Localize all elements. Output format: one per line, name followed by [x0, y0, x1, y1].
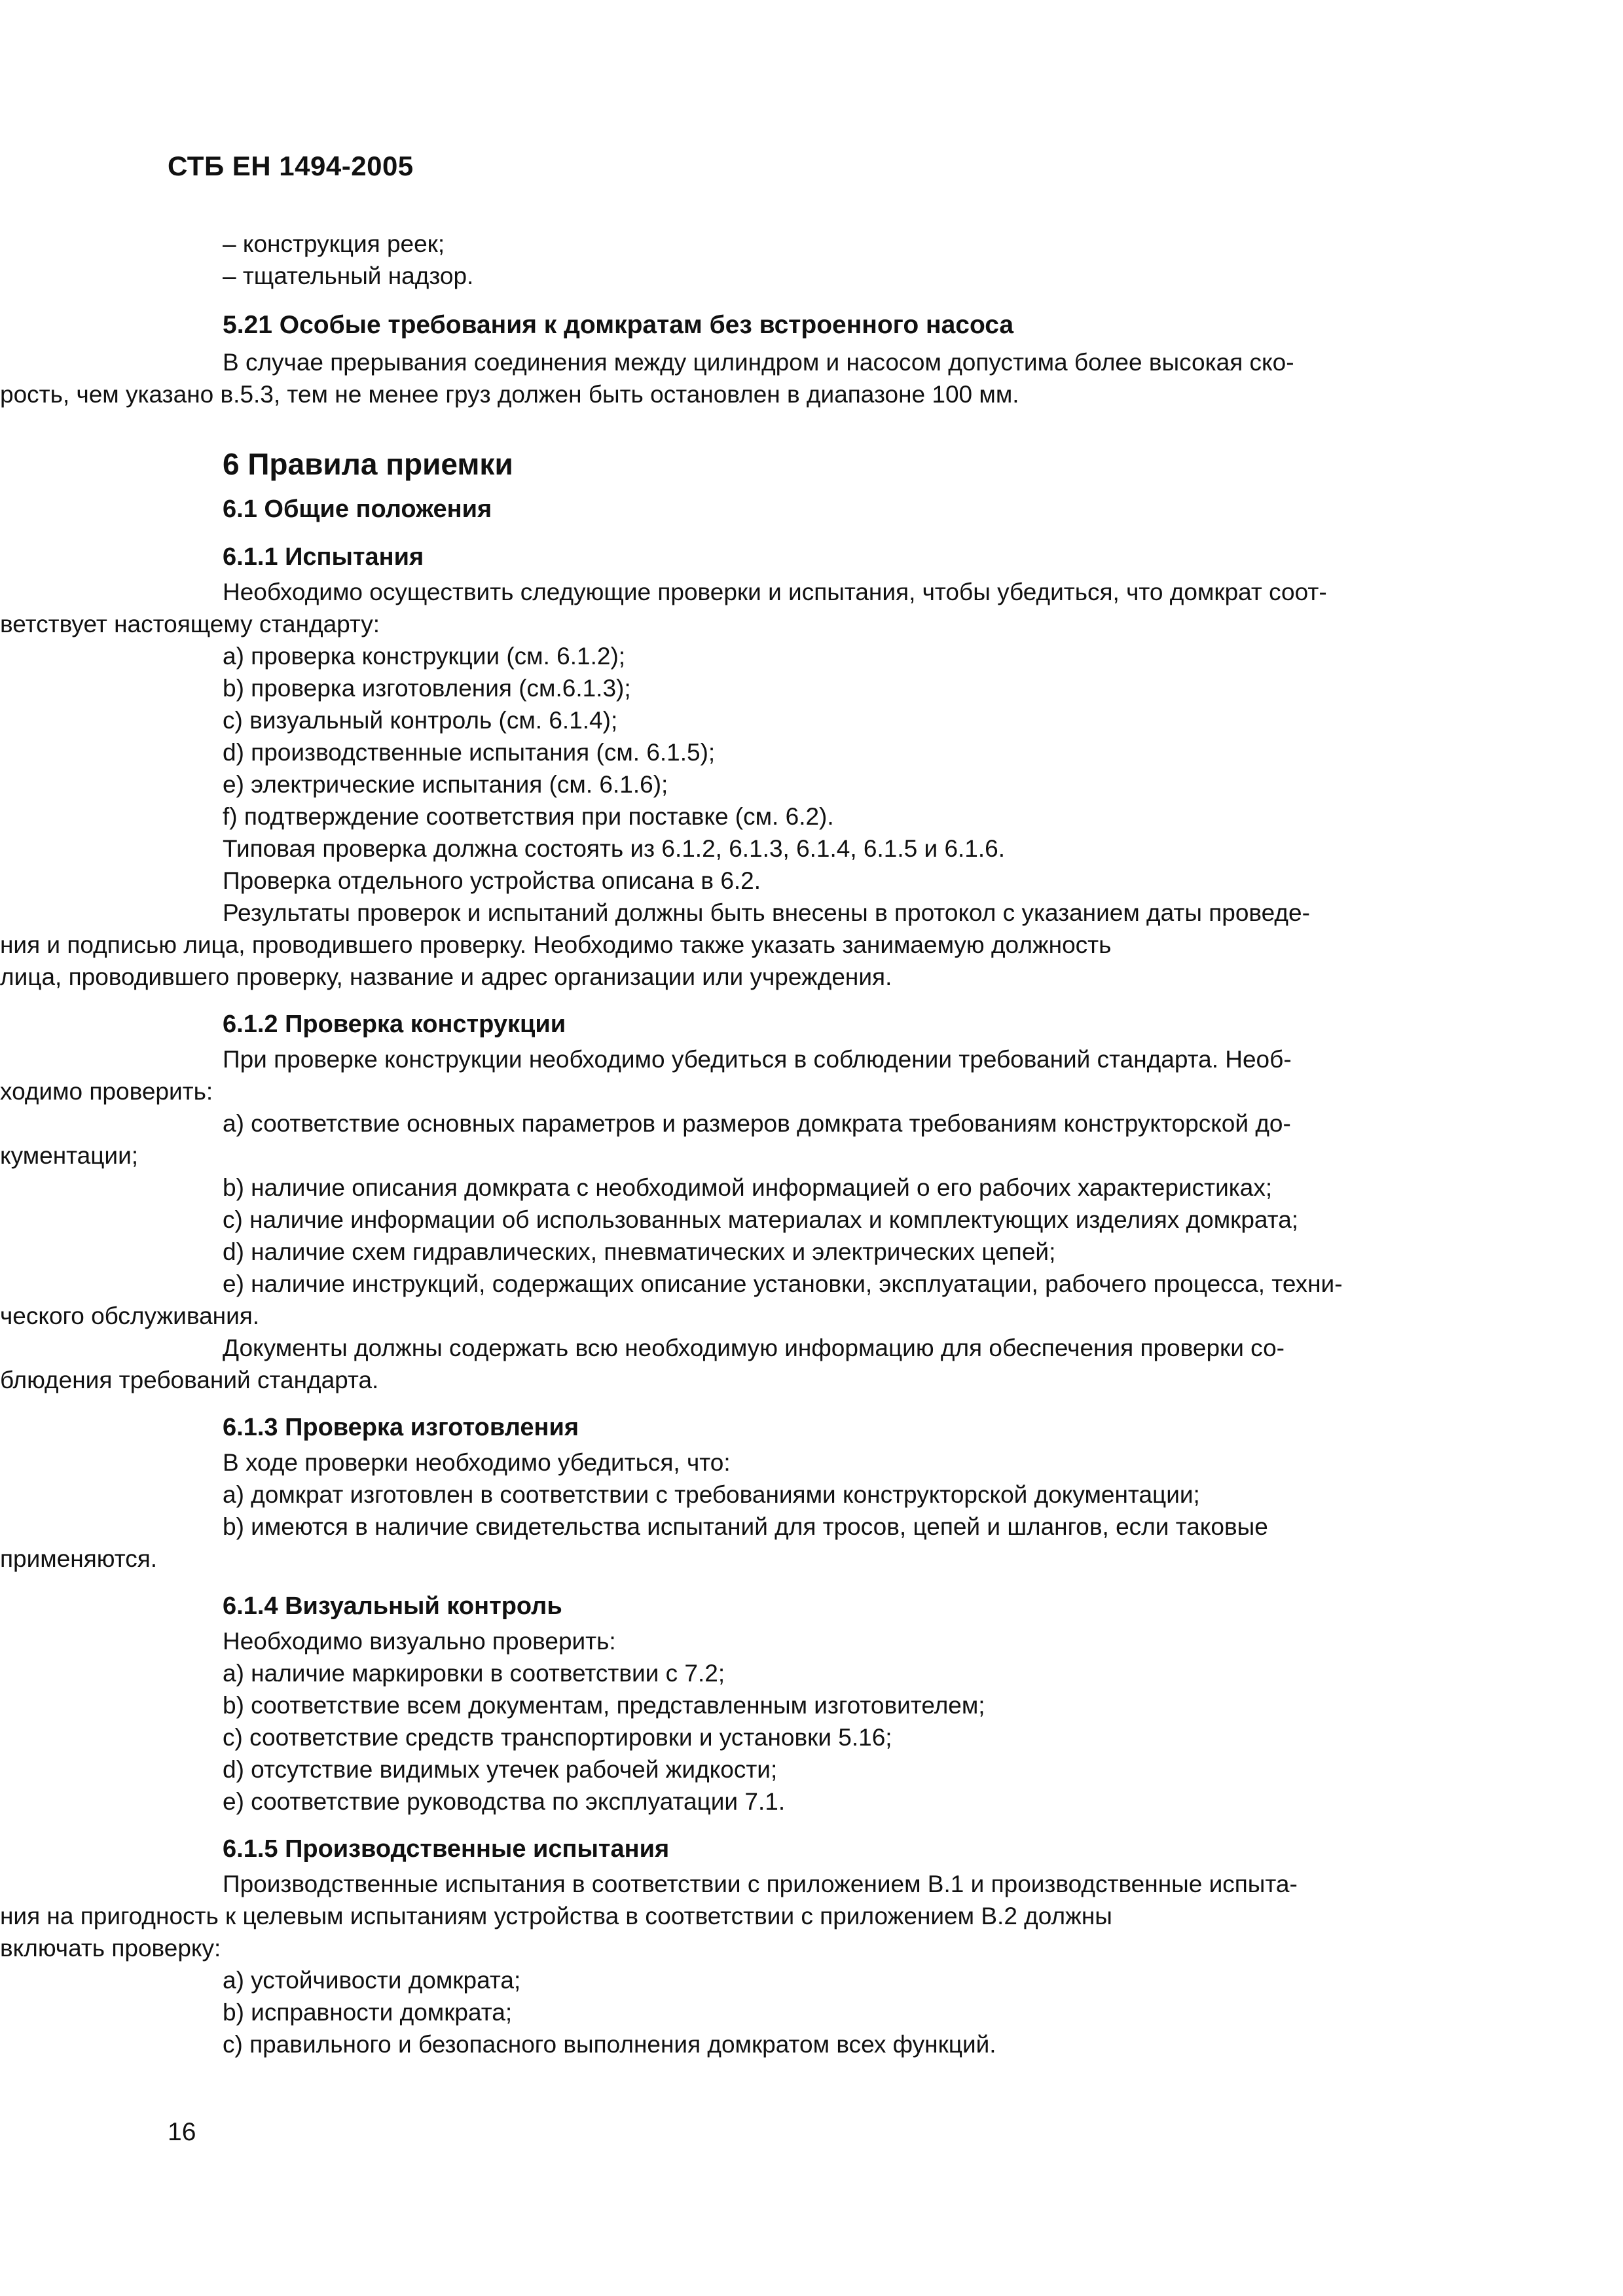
list-item: a) наличие маркировки в соответствии с 7.2;: [223, 1660, 725, 1687]
section-heading-6-1-3: 6.1.3 Проверка изготовления: [223, 1414, 579, 1441]
list-item: e) соответствие руководства по эксплуатации 7.1.: [223, 1788, 786, 1815]
list-item: e) наличие инструкций, содержащих описание установки, эксплуатации, рабочего процесса, техни-: [223, 1270, 1343, 1297]
section-heading-5-21: 5.21 Особые требования к домкратам без встроенного насоса: [223, 311, 1014, 339]
paragraph-line: ния и подписью лица, проводившего проверку. Необходимо также указать занимаемую должность: [0, 931, 1112, 958]
document-code-header: СТБ ЕН 1494-2005: [168, 151, 414, 181]
section-heading-6-1-1: 6.1.1 Испытания: [223, 543, 424, 571]
paragraph-line: Необходимо визуально проверить:: [223, 1628, 616, 1655]
paragraph-line: ния на пригодность к целевым испытаниям устройства в соответствии с приложением В.2 должны: [0, 1903, 1112, 1929]
section-heading-6-1: 6.1 Общие положения: [223, 495, 492, 523]
list-item: c) наличие информации об использованных материалах и комплектующих изделиях домкрата;: [223, 1206, 1299, 1233]
list-item: a) домкрат изготовлен в соответствии с требованиями конструкторской документации;: [223, 1481, 1200, 1508]
page-number: 16: [168, 2118, 196, 2146]
paragraph-line: При проверке конструкции необходимо убедиться в соблюдении требований стандарта. Необ-: [223, 1046, 1292, 1073]
list-item: a) устойчивости домкрата;: [223, 1967, 521, 1994]
paragraph-line: Проверка отдельного устройства описана в 6.2.: [223, 867, 761, 894]
list-item: c) соответствие средств транспортировки и установки 5.16;: [223, 1724, 892, 1751]
paragraph-line: ветствует настоящему стандарту:: [0, 611, 380, 637]
list-item: b) наличие описания домкрата с необходимой информацией о его рабочих характеристиках;: [223, 1174, 1273, 1201]
list-item: a) соответствие основных параметров и размеров домкрата требованиям конструкторской до-: [223, 1110, 1291, 1137]
paragraph-line: лица, проводившего проверку, название и адрес организации или учреждения.: [0, 963, 892, 990]
document-body: [0, 228, 1453, 2060]
list-item: c) визуальный контроль (см. 6.1.4);: [223, 707, 618, 734]
list-item: f) подтверждение соответствия при поставке (см. 6.2).: [223, 803, 834, 830]
paragraph-line: рость, чем указано в.5.3, тем не менее груз должен быть остановлен в диапазоне 100 мм.: [0, 381, 1019, 408]
list-item: – конструкция реек;: [223, 230, 445, 257]
section-heading-6-1-5: 6.1.5 Производственные испытания: [223, 1835, 670, 1863]
list-item: e) электрические испытания (см. 6.1.6);: [223, 771, 668, 798]
paragraph-line: Производственные испытания в соответствии с приложением В.1 и производственные испыта-: [223, 1871, 1298, 1897]
list-item-continuation: ческого обслуживания.: [0, 1302, 260, 1329]
list-item: d) производственные испытания (см. 6.1.5);: [223, 739, 716, 766]
list-item: d) отсутствие видимых утечек рабочей жидкости;: [223, 1756, 778, 1783]
paragraph-line: блюдения требований стандарта.: [0, 1367, 379, 1393]
paragraph-line: В случае прерывания соединения между цилиндром и насосом допустима более высокая ско-: [223, 349, 1294, 376]
list-item: a) проверка конструкции (см. 6.1.2);: [223, 643, 626, 670]
list-item-continuation: применяются.: [0, 1545, 158, 1572]
list-item: c) правильного и безопасного выполнения домкратом всех функций.: [223, 2031, 996, 2058]
list-item: – тщательный надзор.: [223, 262, 474, 289]
paragraph-line: Необходимо осуществить следующие проверки и испытания, чтобы убедиться, что домкрат соот-: [223, 579, 1327, 605]
paragraph-line: Типовая проверка должна состоять из 6.1.2, 6.1.3, 6.1.4, 6.1.5 и 6.1.6.: [223, 835, 1006, 862]
paragraph-line: ходимо проверить:: [0, 1078, 213, 1105]
paragraph-line: Документы должны содержать всю необходимую информацию для обеспечения проверки со-: [223, 1335, 1285, 1361]
list-item: d) наличие схем гидравлических, пневматических и электрических цепей;: [223, 1238, 1056, 1265]
paragraph-line: В ходе проверки необходимо убедиться, что:: [223, 1449, 731, 1476]
list-item: b) исправности домкрата;: [223, 1999, 513, 2026]
list-item-continuation: кументации;: [0, 1142, 139, 1169]
paragraph-line: включать проверку:: [0, 1935, 221, 1962]
section-heading-6-1-4: 6.1.4 Визуальный контроль: [223, 1592, 562, 1620]
list-item: b) имеются в наличие свидетельства испытаний для тросов, цепей и шлангов, если таковые: [223, 1513, 1268, 1540]
list-item: b) проверка изготовления (см.6.1.3);: [223, 675, 631, 702]
section-heading-6-1-2: 6.1.2 Проверка конструкции: [223, 1011, 566, 1038]
section-heading-6: 6 Правила приемки: [223, 447, 513, 481]
paragraph-line: Результаты проверок и испытаний должны быть внесены в протокол с указанием даты проведе-: [223, 899, 1310, 926]
list-item: b) соответствие всем документам, представленным изготовителем;: [223, 1692, 985, 1719]
